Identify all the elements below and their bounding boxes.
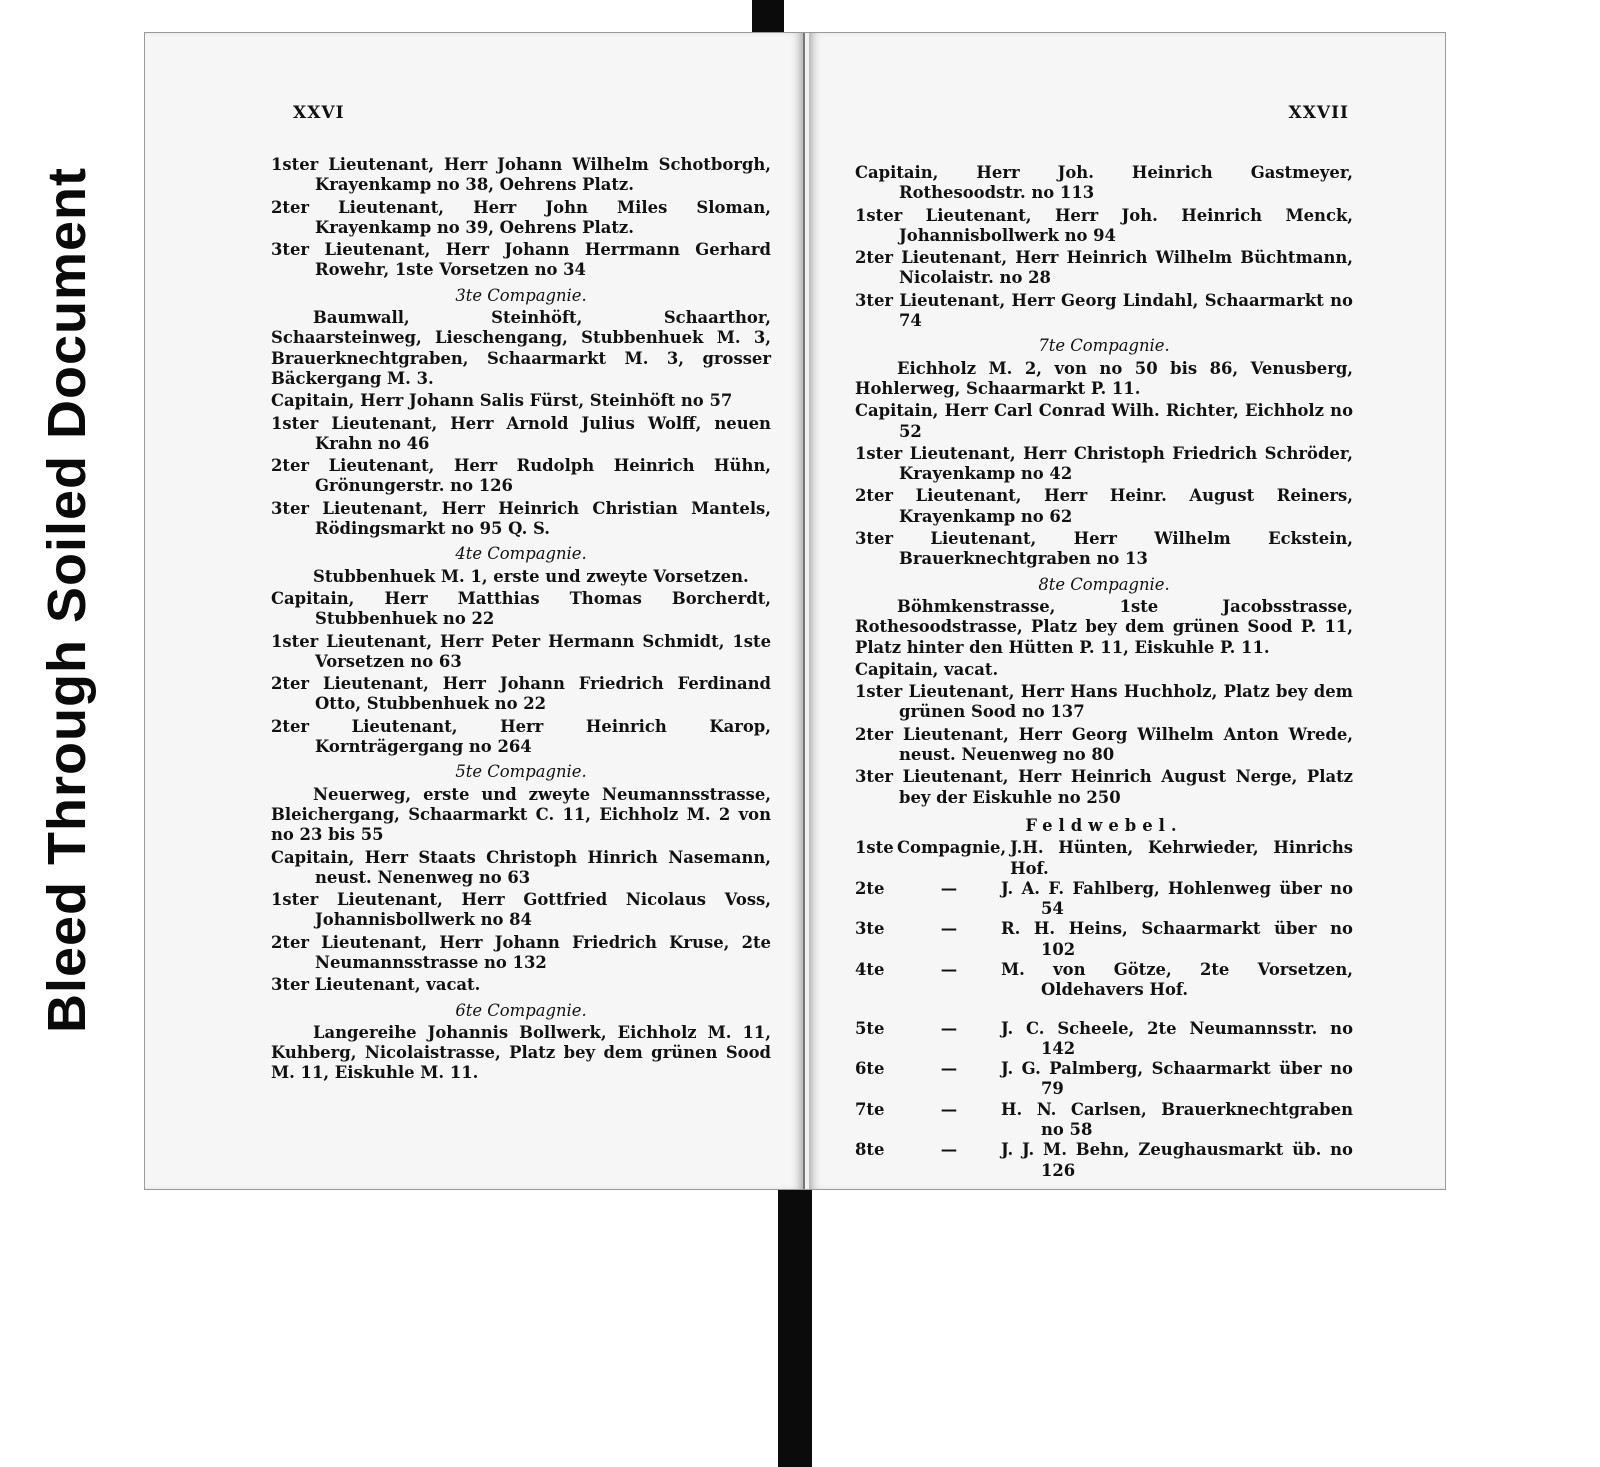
officer-details: Herr Hans Huchholz, Platz bey dem grünen Sood no 137: [899, 682, 1353, 722]
feldwebel-text: M. von Götze, 2te Vorsetzen, Oldehavers Hof.: [1001, 959, 1353, 1000]
feldwebel-number: 7te: [855, 1099, 885, 1119]
company-district: Langereihe Johannis Bollwerk, Eichholz M. 11, Kuhberg, Nicolaistrasse, Platz bey dem grünen Sood M. 11, Eiskuhle M. 11.: [271, 1022, 771, 1083]
officer-rank: 2ter Lieutenant,: [271, 197, 444, 217]
feldwebel-row: [855, 960, 1353, 1001]
officer-details: Herr Matthias Thomas Borcherdt, Stubbenhuek no 22: [315, 588, 771, 629]
feldwebel-heading: Feldwebel.: [1025, 815, 1183, 835]
officer-rank: 1ster Lieutenant,: [271, 890, 443, 910]
feldwebel-dash: —: [940, 919, 958, 939]
officer-rank: 1ster Lieutenant,: [855, 205, 1032, 225]
officer-details: Herr Johann Friedrich Kruse, 2te Neumannsstrasse no 132: [315, 932, 771, 972]
officer-entry: [271, 414, 771, 455]
officer-entry: [855, 163, 1353, 204]
company-heading: 8te Compagnie.: [1038, 574, 1170, 594]
feldwebel-row: [855, 879, 1353, 920]
officer-rank: 3ter Lieutenant,: [271, 498, 429, 518]
officer-entry: [271, 890, 771, 931]
officer-rank: 2ter Lieutenant,: [855, 486, 1022, 506]
feldwebel-dash: —: [940, 1099, 958, 1119]
officer-details: Herr Heinrich August Nerge, Platz bey der Eiskuhle no 250: [899, 767, 1353, 807]
feldwebel-number: 2te: [855, 878, 885, 898]
feldwebel-dash: —: [940, 1018, 958, 1038]
officer-details: Herr Heinrich Wilhelm Büchtmann, Nicolaistr. no 28: [899, 248, 1353, 288]
officer-details: Herr Peter Hermann Schmidt, 1ste Vorsetzen no 63: [315, 631, 771, 671]
company-district: Stubbenhuek M. 1, erste und zweyte Vorsetzen.: [313, 566, 749, 586]
officer-entry: [271, 717, 771, 758]
officer-rank: 3ter Lieutenant,: [271, 975, 421, 995]
officer-details: Herr Johann Friedrich Ferdinand Otto, Stubbenhuek no 22: [315, 674, 771, 714]
feldwebel-text: H. N. Carlsen, Brauerknechtgraben no 58: [1001, 1099, 1353, 1140]
feldwebel-number: 6te: [855, 1059, 885, 1079]
officer-rank: 2ter Lieutenant,: [855, 248, 1008, 268]
officer-details: Herr Staats Christoph Hinrich Nasemann, neust. Nenenweg no 63: [315, 847, 771, 887]
company-heading: 3te Compagnie.: [455, 285, 587, 305]
officer-entry: [855, 767, 1353, 808]
row-spacer: [855, 1001, 1353, 1019]
officer-rank: Capitain,: [855, 659, 939, 679]
company-heading: 6te Compagnie.: [455, 1000, 587, 1020]
feldwebel-text: J.H. Hünten, Kehrwieder, Hinrichs Hof.: [1010, 838, 1353, 878]
officer-rank: 2ter Lieutenant,: [271, 456, 435, 476]
officer-rank: 1ster Lieutenant,: [855, 443, 1016, 463]
officer-details: Herr Rudolph Heinrich Hühn, Grönungerstr. no 126: [315, 456, 771, 496]
company-heading: 5te Compagnie.: [455, 762, 587, 782]
feldwebel-row: [855, 919, 1353, 960]
officer-rank: 3ter Lieutenant,: [271, 240, 431, 260]
officer-entry: [855, 682, 1353, 723]
officer-entry: [271, 456, 771, 497]
officer-details: Herr Wilhelm Eckstein, Brauerknechtgraben no 13: [899, 529, 1353, 569]
officer-details: Herr Gottfried Nicolaus Voss, Johannisbollwerk no 84: [315, 890, 771, 930]
officer-rank: 1ster Lieutenant,: [271, 413, 438, 433]
feldwebel-text: J. A. F. Fahlberg, Hohlenweg über no 54: [1001, 878, 1353, 919]
officer-details: Herr Joh. Heinrich Menck, Johannisbollwerk no 94: [899, 205, 1354, 245]
officer-rank: 1ster Lieutenant,: [855, 682, 1015, 702]
company-heading: 4te Compagnie.: [455, 544, 587, 564]
feldwebel-row: [855, 1140, 1353, 1181]
feldwebel-text: R. H. Heins, Schaarmarkt über no 102: [1001, 919, 1353, 959]
right-page: [809, 33, 1445, 1189]
officer-details: Herr Georg Lindahl, Schaarmarkt no 74: [899, 290, 1353, 331]
officer-details: Herr Johann Herrmann Gerhard Rowehr, 1ste Vorsetzen no 34: [315, 240, 771, 280]
officer-details: Herr Carl Conrad Wilh. Richter, Eichholz no 52: [899, 401, 1354, 441]
officer-entry: [271, 848, 771, 889]
page-number: XXVI: [293, 103, 345, 123]
officer-entry: [271, 240, 771, 281]
officer-entry: [855, 206, 1353, 247]
feldwebel-row: [855, 1059, 1353, 1100]
watermark-stamp: [12, 80, 122, 1120]
officer-rank: Capitain,: [855, 401, 939, 421]
feldwebel-number: 1ste: [855, 838, 894, 858]
officer-entry: [271, 975, 771, 995]
feldwebel-number: 3te: [855, 919, 885, 939]
officer-entry: [271, 499, 771, 540]
feldwebel-dash: —: [940, 878, 958, 898]
officer-rank: Capitain,: [271, 588, 355, 608]
officer-details: Herr Georg Wilhelm Anton Wrede, neust. Neuenweg no 80: [899, 724, 1353, 765]
officer-rank: 3ter Lieutenant,: [855, 290, 1006, 310]
page-number: XXVII: [1288, 103, 1349, 123]
officer-details: Herr Johann Wilhelm Schotborgh, Krayenkamp no 38, Oehrens Platz.: [315, 155, 771, 195]
right-page-blocks: [855, 163, 1353, 808]
officer-details: Herr John Miles Sloman, Krayenkamp no 39, Oehrens Platz.: [315, 197, 771, 237]
officer-details: vacat.: [944, 659, 999, 679]
left-page: [145, 33, 805, 1189]
company-district: Neuerweg, erste und zweyte Neumannsstrasse, Bleichergang, Schaarmarkt C. 11, Eichholz M. 2 von no 23 bis 55: [271, 784, 771, 845]
officer-details: Herr Heinr. August Reiners, Krayenkamp no 62: [899, 486, 1353, 526]
officer-entry: [271, 391, 771, 411]
right-page-text: [855, 163, 1353, 1181]
feldwebel-row: [855, 1100, 1353, 1141]
officer-details: Herr Joh. Heinrich Gastmeyer, Rothesoodstr. no 113: [899, 163, 1353, 203]
officer-entry: [855, 529, 1353, 570]
feldwebel-number: 8te: [855, 1140, 885, 1160]
officer-details: Herr Heinrich Karop, Kornträgergang no 264: [315, 716, 771, 757]
officer-entry: [855, 486, 1353, 527]
feldwebel-list: [855, 879, 1353, 1181]
officer-rank: 3ter Lieutenant,: [855, 767, 1009, 787]
officer-entry: [271, 198, 771, 239]
officer-details: Herr Christoph Friedrich Schröder, Krayenkamp no 42: [899, 443, 1353, 484]
feldwebel-label: Compagnie,: [897, 838, 1007, 858]
feldwebel-dash: —: [940, 959, 958, 979]
officer-details: Herr Johann Salis Fürst, Steinhöft no 57: [360, 391, 733, 411]
officer-rank: 2ter Lieutenant,: [271, 716, 458, 736]
officer-rank: Capitain,: [855, 163, 939, 182]
officer-rank: 2ter Lieutenant,: [855, 724, 1009, 744]
officer-entry: [855, 725, 1353, 766]
open-book: [144, 32, 1446, 1190]
officer-rank: 3ter Lieutenant,: [855, 529, 1037, 549]
feldwebel-text: J. C. Scheele, 2te Neumannsstr. no 142: [1001, 1018, 1353, 1058]
officer-rank: Capitain,: [271, 391, 355, 411]
feldwebel-text: J. J. M. Behn, Zeughausmarkt üb. no 126: [1001, 1140, 1353, 1180]
feldwebel-number: 4te: [855, 959, 885, 979]
officer-rank: 2ter Lieutenant,: [271, 674, 429, 694]
officer-entry: [271, 632, 771, 673]
officer-entry: [271, 589, 771, 630]
officer-rank: 1ster Lieutenant,: [271, 155, 435, 174]
feldwebel-number: 5te: [855, 1018, 885, 1038]
company-district: Böhmkenstrasse, 1ste Jacobsstrasse, Rothesoodstrasse, Platz bey dem grünen Sood P. 11, Platz hinter den Hütten P. 11, Eiskuhle P. 11.: [855, 596, 1353, 657]
officer-rank: 1ster Lieutenant,: [271, 631, 433, 651]
feldwebel-text: J. G. Palmberg, Schaarmarkt über no 79: [1001, 1059, 1353, 1099]
officer-entry: [271, 674, 771, 715]
company-district: Eichholz M. 2, von no 50 bis 86, Venusberg, Hohlerweg, Schaarmarkt P. 11.: [855, 358, 1353, 398]
watermark-text: Bleed Through Soiled Document: [37, 166, 97, 1034]
officer-details: vacat.: [426, 975, 481, 995]
officer-details: Herr Heinrich Christian Mantels, Rödingsmarkt no 95 Q. S.: [315, 498, 771, 539]
company-district: Baumwall, Steinhöft, Schaarthor, Schaarsteinweg, Lieschengang, Stubbenhuek M. 3, Brauerknechtgraben, Schaarmarkt M. 3, grosser Bäckergang M. 3.: [271, 308, 771, 388]
officer-entry: [855, 444, 1353, 485]
company-heading: 7te Compagnie.: [1038, 336, 1170, 356]
officer-entry: [271, 155, 771, 196]
officer-rank: 2ter Lieutenant,: [271, 932, 428, 952]
officer-rank: Capitain,: [271, 847, 355, 867]
officer-details: Herr Arnold Julius Wolff, neuen Krahn no 46: [315, 413, 771, 453]
officer-entry: [855, 248, 1353, 289]
spine-binding-bottom: [778, 1190, 812, 1467]
officer-entry: [855, 660, 1353, 680]
officer-entry: [271, 933, 771, 974]
feldwebel-row: [855, 1019, 1353, 1060]
officer-entry: [855, 401, 1353, 442]
feldwebel-dash: —: [940, 1140, 958, 1160]
officer-entry: [855, 291, 1353, 332]
left-page-text: [271, 155, 771, 1086]
feldwebel-dash: —: [940, 1059, 958, 1079]
feldwebel-row: [855, 838, 1353, 879]
